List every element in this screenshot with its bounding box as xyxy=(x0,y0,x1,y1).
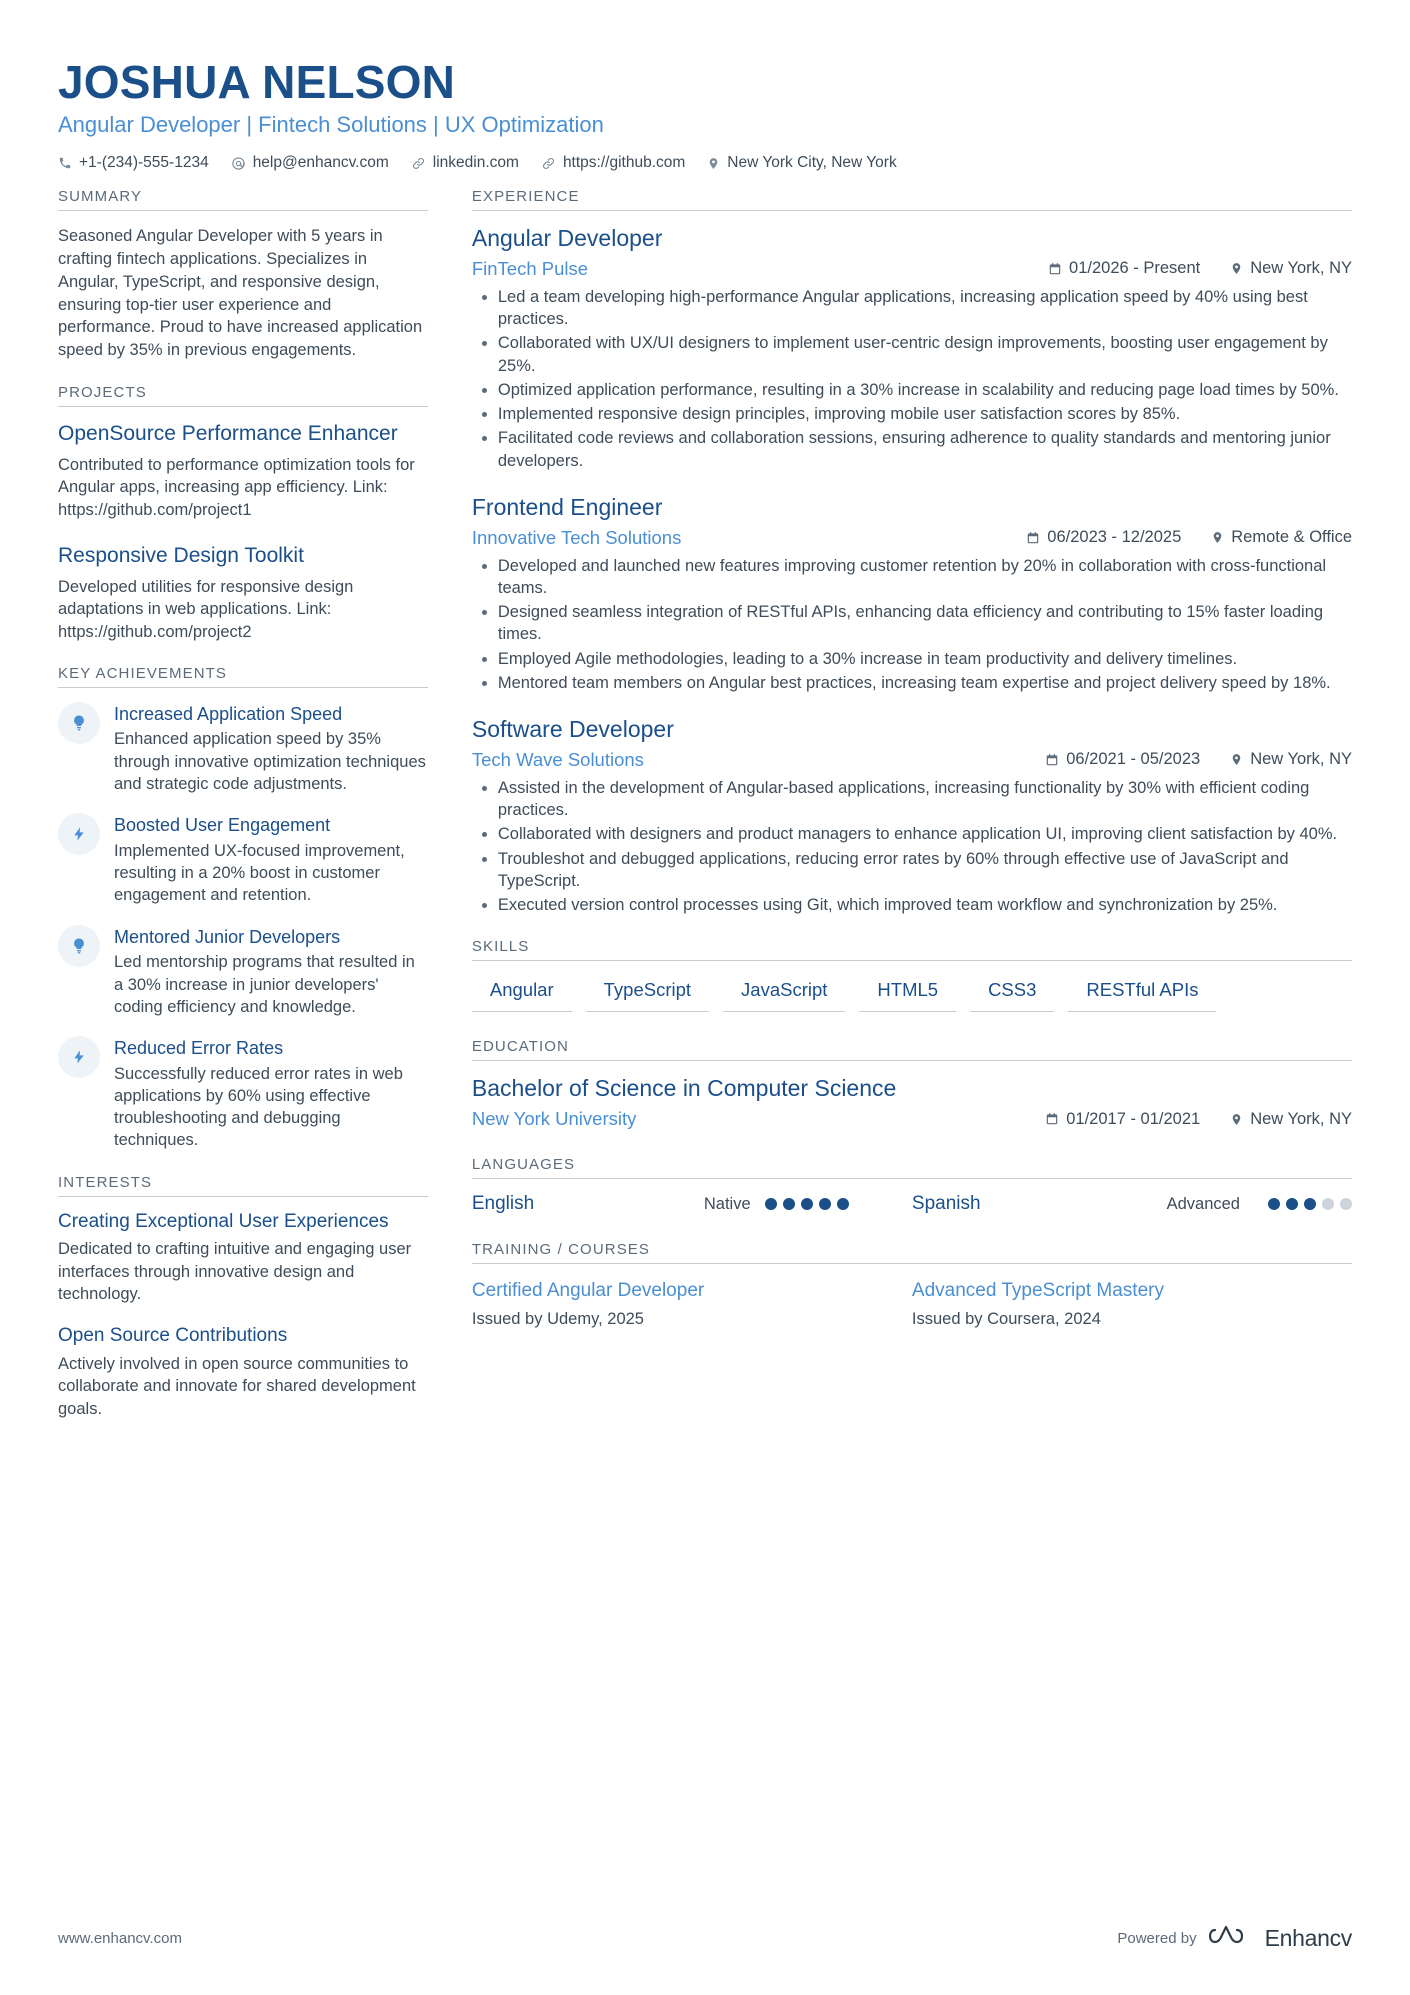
contact-location-text: New York City, New York xyxy=(727,154,897,172)
calendar-icon xyxy=(1045,1112,1059,1126)
education-dates xyxy=(1045,1110,1200,1129)
job-location xyxy=(1230,259,1352,278)
job-company: Tech Wave Solutions xyxy=(471,748,644,770)
project-title: Responsive Design Toolkit xyxy=(58,543,304,567)
section-title-summary: SUMMARY xyxy=(58,188,428,211)
link-icon xyxy=(541,156,556,171)
project-title: OpenSource Performance Enhancer xyxy=(58,421,398,445)
headline: Angular Developer | Fintech Solutions | UX Optimization xyxy=(58,112,604,138)
rating-dot xyxy=(783,1198,795,1210)
brand-name: Enhancv xyxy=(1264,1924,1352,1951)
training-item xyxy=(472,1278,912,1330)
achievement-description: Successfully reduced error rates in web applications by 60% using effective troubleshooting and debugging techniques. xyxy=(114,1064,403,1150)
project-description: Contributed to performance optimization tools for Angular apps, increasing app efficiency. Link: https://github.com/project1 xyxy=(58,456,415,519)
project-item xyxy=(58,543,428,643)
training-subtitle: Issued by Udemy, 2025 xyxy=(471,1310,644,1329)
education-degree: Bachelor of Science in Computer Science xyxy=(471,1075,897,1102)
skill-chip: HTML5 xyxy=(859,975,956,1012)
achievement-description: Enhanced application speed by 35% through innovative optimization techniques and strategic code adjustments. xyxy=(114,730,426,793)
contact-github[interactable] xyxy=(541,154,685,172)
job-dates xyxy=(1026,528,1181,547)
language-rating xyxy=(765,1198,849,1210)
lightbulb-icon xyxy=(58,702,100,744)
experience-item xyxy=(472,225,1352,472)
training-title: Certified Angular Developer xyxy=(471,1280,705,1302)
powered-by-label: Powered by xyxy=(1117,1929,1197,1947)
footer-brand xyxy=(1117,1923,1352,1953)
page-footer xyxy=(58,1923,1352,1953)
section-title-skills: SKILLS xyxy=(472,938,1352,961)
phone-icon xyxy=(58,156,72,170)
training-title: Advanced TypeScript Mastery xyxy=(911,1280,1164,1302)
language-name: Spanish xyxy=(911,1193,981,1215)
link-icon xyxy=(411,156,426,171)
job-location xyxy=(1211,528,1352,547)
rating-dot xyxy=(1340,1198,1352,1210)
skill-chip: RESTful APIs xyxy=(1068,975,1216,1012)
project-description: Developed utilities for responsive design adaptations in web applications. Link: https://github.com/project2 xyxy=(58,578,354,641)
calendar-icon xyxy=(1026,531,1040,545)
job-title: Frontend Engineer xyxy=(471,494,663,521)
job-title: Angular Developer xyxy=(471,225,663,252)
job-bullet: • Designed seamless integration of RESTful APIs, enhancing data efficiency and contributing to 15% faster loading times. xyxy=(498,601,1352,646)
language-rating xyxy=(1268,1198,1352,1210)
job-bullet: • Troubleshot and debugged applications, reducing error rates by 60% through effective use of JavaScript and TypeScript. xyxy=(498,848,1352,893)
achievement-item xyxy=(58,813,428,906)
calendar-icon xyxy=(1048,262,1062,276)
rating-dot xyxy=(837,1198,849,1210)
footer-website[interactable]: www.enhancv.com xyxy=(58,1929,182,1947)
rating-dot xyxy=(1286,1198,1298,1210)
page-title: JOSHUA NELSON xyxy=(58,56,456,108)
education-dates-text: 01/2017 - 01/2021 xyxy=(1066,1109,1201,1128)
language-name: English xyxy=(471,1193,535,1215)
training-item xyxy=(912,1278,1352,1330)
enhancv-logo-icon xyxy=(1209,1923,1253,1953)
contact-linkedin-text: linkedin.com xyxy=(432,154,519,172)
job-bullet: • Employed Agile methodologies, leading to a 30% increase in team productivity and delivery timelines. xyxy=(498,648,1352,670)
job-bullet: • Collaborated with designers and product managers to enhance application UI, improving client satisfaction by 40%. xyxy=(498,823,1352,845)
section-title-key-achievements: KEY ACHIEVEMENTS xyxy=(58,665,428,688)
education-location-text: New York, NY xyxy=(1250,1109,1352,1128)
left-column xyxy=(58,188,472,1440)
lightning-icon xyxy=(58,1036,100,1078)
interest-description: Dedicated to crafting intuitive and engaging user interfaces through innovative design and technology. xyxy=(58,1240,412,1304)
experience-item xyxy=(472,494,1352,694)
job-dates-text: 01/2026 - Present xyxy=(1069,259,1201,278)
rating-dot xyxy=(819,1198,831,1210)
interest-item xyxy=(58,1325,428,1420)
lightning-icon xyxy=(58,813,100,855)
job-bullet: • Mentored team members on Angular best practices, increasing team expertise and project delivery speed by 18%. xyxy=(498,672,1352,694)
job-location-text: New York, NY xyxy=(1250,750,1352,769)
job-bullets xyxy=(472,555,1352,695)
right-column xyxy=(472,188,1352,1330)
location-icon xyxy=(1230,261,1243,276)
language-level: Native xyxy=(703,1194,751,1213)
job-dates-text: 06/2021 - 05/2023 xyxy=(1066,750,1201,769)
project-item xyxy=(58,421,428,521)
job-dates xyxy=(1048,259,1200,278)
section-title-education: EDUCATION xyxy=(472,1038,1352,1061)
contact-linkedin[interactable] xyxy=(411,154,519,172)
skills-list xyxy=(472,975,1352,1012)
job-bullets xyxy=(472,777,1352,917)
interest-item xyxy=(58,1211,428,1306)
training-list xyxy=(472,1278,1352,1330)
achievement-title: Reduced Error Rates xyxy=(114,1038,284,1059)
job-title: Software Developer xyxy=(471,716,674,743)
education-location xyxy=(1230,1110,1352,1129)
section-title-experience: EXPERIENCE xyxy=(472,188,1352,211)
achievement-item xyxy=(58,702,428,795)
language-item xyxy=(912,1193,1352,1215)
job-location-text: Remote & Office xyxy=(1231,528,1352,547)
section-title-interests: INTERESTS xyxy=(58,1174,428,1197)
rating-dot xyxy=(801,1198,813,1210)
section-title-training: TRAINING / COURSES xyxy=(472,1241,1352,1264)
location-icon xyxy=(1211,530,1224,545)
achievement-item xyxy=(58,1036,428,1152)
rating-dot xyxy=(765,1198,777,1210)
achievement-title: Boosted User Engagement xyxy=(114,815,331,836)
job-location xyxy=(1230,750,1352,769)
contact-row xyxy=(58,154,1352,172)
job-bullets xyxy=(472,286,1352,472)
contact-email-text: help@enhancv.com xyxy=(252,154,389,172)
contact-phone-text: +1-(234)-555-1234 xyxy=(79,154,209,172)
contact-phone[interactable] xyxy=(58,154,209,172)
job-bullet: • Developed and launched new features improving customer retention by 20% in collaboration with cross-functional teams. xyxy=(498,555,1352,600)
job-location-text: New York, NY xyxy=(1250,259,1352,278)
job-dates xyxy=(1045,750,1200,769)
experience-item xyxy=(472,716,1352,916)
rating-dot xyxy=(1322,1198,1334,1210)
calendar-icon xyxy=(1045,753,1059,767)
interest-description: Actively involved in open source communities to collaborate and innovate for shared development goals. xyxy=(58,1355,416,1418)
achievement-title: Increased Application Speed xyxy=(114,703,343,724)
location-icon xyxy=(1230,752,1243,767)
job-bullet: • Led a team developing high-performance Angular applications, increasing application speed by 40% using best practices. xyxy=(498,286,1352,331)
job-dates-text: 06/2023 - 12/2025 xyxy=(1047,528,1182,547)
job-bullet: • Implemented responsive design principles, improving mobile user satisfaction scores by 85%. xyxy=(498,403,1352,425)
skill-chip: CSS3 xyxy=(970,975,1054,1012)
languages-list xyxy=(472,1193,1352,1215)
achievement-title: Mentored Junior Developers xyxy=(114,926,341,947)
language-level: Advanced xyxy=(1166,1194,1240,1213)
section-title-languages: LANGUAGES xyxy=(472,1156,1352,1179)
contact-location xyxy=(707,154,896,172)
rating-dot xyxy=(1268,1198,1280,1210)
email-icon xyxy=(231,156,246,171)
summary-text: Seasoned Angular Developer with 5 years in crafting fintech applications. Specializes in Angular, TypeScript, and responsive design, ensuring top-tier user experience and performance. Proud to have increased application speed by 35% in previous engagements. xyxy=(58,227,423,360)
resume-header xyxy=(58,58,1352,172)
job-company: FinTech Pulse xyxy=(471,257,589,279)
achievement-description: Implemented UX-focused improvement, resulting in a 20% boost in customer engagement and retention. xyxy=(114,841,405,905)
skill-chip: TypeScript xyxy=(586,975,709,1012)
training-subtitle: Issued by Coursera, 2024 xyxy=(911,1310,1101,1329)
job-bullet: • Facilitated code reviews and collaboration sessions, ensuring adherence to quality standards and mentoring junior developers. xyxy=(498,427,1352,472)
job-bullet: • Executed version control processes using Git, which improved team workflow and synchronization by 25%. xyxy=(498,894,1352,916)
lightbulb-icon xyxy=(58,925,100,967)
skill-chip: Angular xyxy=(472,975,572,1012)
contact-github-text: https://github.com xyxy=(562,154,686,172)
job-bullet: • Optimized application performance, resulting in a 30% increase in scalability and reducing page load times by 50%. xyxy=(498,379,1352,401)
job-bullet: • Assisted in the development of Angular-based applications, increasing functionality by 30% with efficient coding practices. xyxy=(498,777,1352,822)
achievement-description: Led mentorship programs that resulted in a 30% increase in junior developers' coding efficiency and knowledge. xyxy=(114,953,415,1016)
education-school: New York University xyxy=(471,1108,637,1130)
skill-chip: JavaScript xyxy=(723,975,845,1012)
rating-dot xyxy=(1304,1198,1316,1210)
job-company: Innovative Tech Solutions xyxy=(471,526,682,548)
interest-title: Open Source Contributions xyxy=(58,1325,288,1347)
section-title-projects: PROJECTS xyxy=(58,384,428,407)
job-bullet: • Collaborated with UX/UI designers to implement user-centric design improvements, boosting user engagement by 25%. xyxy=(498,332,1352,377)
contact-email[interactable] xyxy=(231,154,389,172)
interest-title: Creating Exceptional User Experiences xyxy=(58,1210,389,1232)
achievement-item xyxy=(58,925,428,1018)
education-item xyxy=(472,1075,1352,1130)
location-icon xyxy=(1230,1112,1243,1127)
location-icon xyxy=(707,156,720,171)
language-item xyxy=(472,1193,912,1215)
